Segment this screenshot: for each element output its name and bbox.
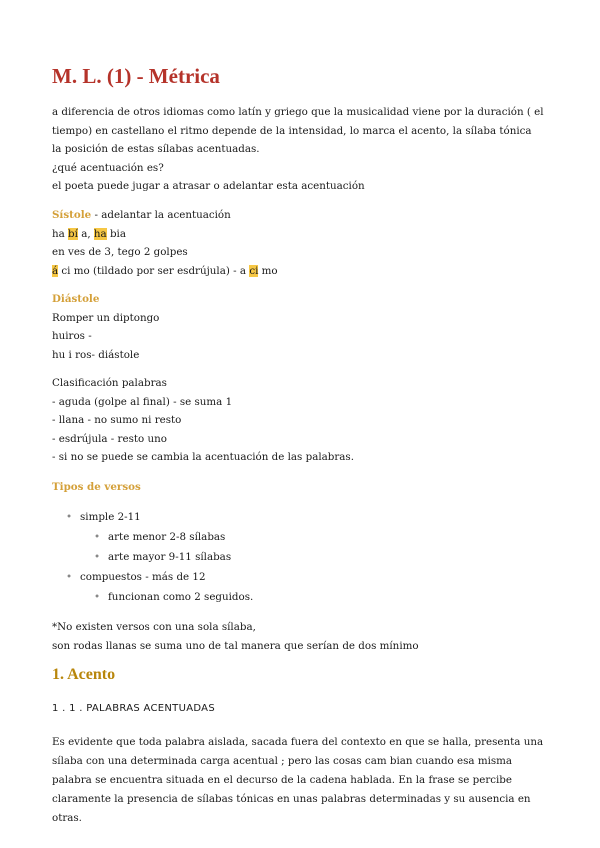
diastole-line: Romper un diptongo	[52, 311, 160, 324]
sistole-heading-rest: - adelantar la acentuación	[91, 209, 231, 221]
tipos-list	[52, 507, 253, 607]
clasificacion-block	[52, 374, 354, 467]
section-subheading: 1 . 1 . PALABRAS ACENTUADAS	[52, 703, 215, 714]
nota-block	[52, 618, 419, 655]
nota-line: *No existen versos con una sola sílaba,	[52, 621, 256, 633]
text-span: ha	[52, 227, 69, 240]
text-span: mo	[258, 264, 278, 277]
sistole-example-1	[52, 225, 278, 244]
list-item: • arte mayor 9-11 sílabas	[80, 547, 253, 567]
list-item: • funcionan como 2 seguidos.	[80, 587, 253, 607]
intro-line: tiempo) en castellano el ritmo depende de la intensidad, lo marca el acento, la sílaba tónica	[52, 124, 532, 137]
text-span: a,	[77, 227, 94, 240]
intro-line: el poeta puede jugar a atrasar o adelantar esta acentuación	[52, 180, 365, 192]
highlight-mark: ha	[93, 227, 107, 240]
sistole-line: en ves de 3, tego 2 golpes	[52, 246, 188, 258]
diastole-line: hu i ros- diástole	[52, 348, 140, 361]
page-title: M. L. (1) - Métrica	[52, 64, 220, 88]
list-item-label: compuestos - más de 12	[80, 571, 206, 583]
section-paragraph: Es evidente que toda palabra aislada, sacada fuera del contexto en que se halla, presenta una sílaba con una determinada carga acentual ; pero las cosas cam bian cuando esa misma palabra se encuentra situada en el decurso de la cadena hablada. En la frase se percibe claramente la presencia de sílabas tónicas en unas palabras determinadas y su ausencia en otras.	[52, 736, 544, 824]
clasificacion-line: - llana - no sumo ni resto	[52, 414, 182, 426]
list-item	[52, 507, 253, 567]
sistole-heading-line	[52, 206, 278, 225]
clasificacion-line: - aguda (golpe al final) - se suma 1	[52, 395, 233, 408]
tipos-heading: Tipos de versos	[52, 481, 141, 493]
text-span: bia	[106, 227, 126, 240]
intro-block	[52, 103, 544, 196]
highlight-mark: á	[52, 264, 59, 277]
highlight-mark: ci	[249, 264, 259, 277]
highlight-mark: bí	[68, 227, 78, 240]
sistole-block	[52, 206, 278, 280]
text-span: ci mo (tildado por ser esdrújula) - a	[58, 264, 250, 277]
intro-line: a diferencia de otros idiomas como latín y griego que la musicalidad viene por la duración ( el	[52, 106, 544, 118]
diastole-line: huiros -	[52, 330, 92, 342]
clasificacion-line: - si no se puede se cambia la acentuación de las palabras.	[52, 451, 354, 463]
nota-line: son rodas llanas se suma uno de tal manera que serían de dos mínimo	[52, 639, 419, 652]
list-item	[52, 567, 253, 607]
section-heading: 1. Acento	[52, 666, 116, 683]
sub-list	[80, 527, 253, 567]
clasificacion-line: Clasificación palabras	[52, 377, 167, 389]
sub-list	[80, 587, 253, 607]
clasificacion-line: - esdrújula - resto uno	[52, 432, 167, 445]
diastole-block	[52, 290, 159, 364]
intro-line: ¿qué acentuación es?	[52, 161, 164, 174]
intro-line: la posición de estas sílabas acentuadas.	[52, 143, 260, 155]
diastole-heading: Diástole	[52, 293, 100, 305]
sistole-example-3	[52, 262, 278, 281]
list-item: • arte menor 2-8 sílabas	[80, 527, 253, 547]
sistole-heading: Sístole	[52, 209, 92, 221]
list-item-label: simple 2-11	[80, 511, 141, 523]
